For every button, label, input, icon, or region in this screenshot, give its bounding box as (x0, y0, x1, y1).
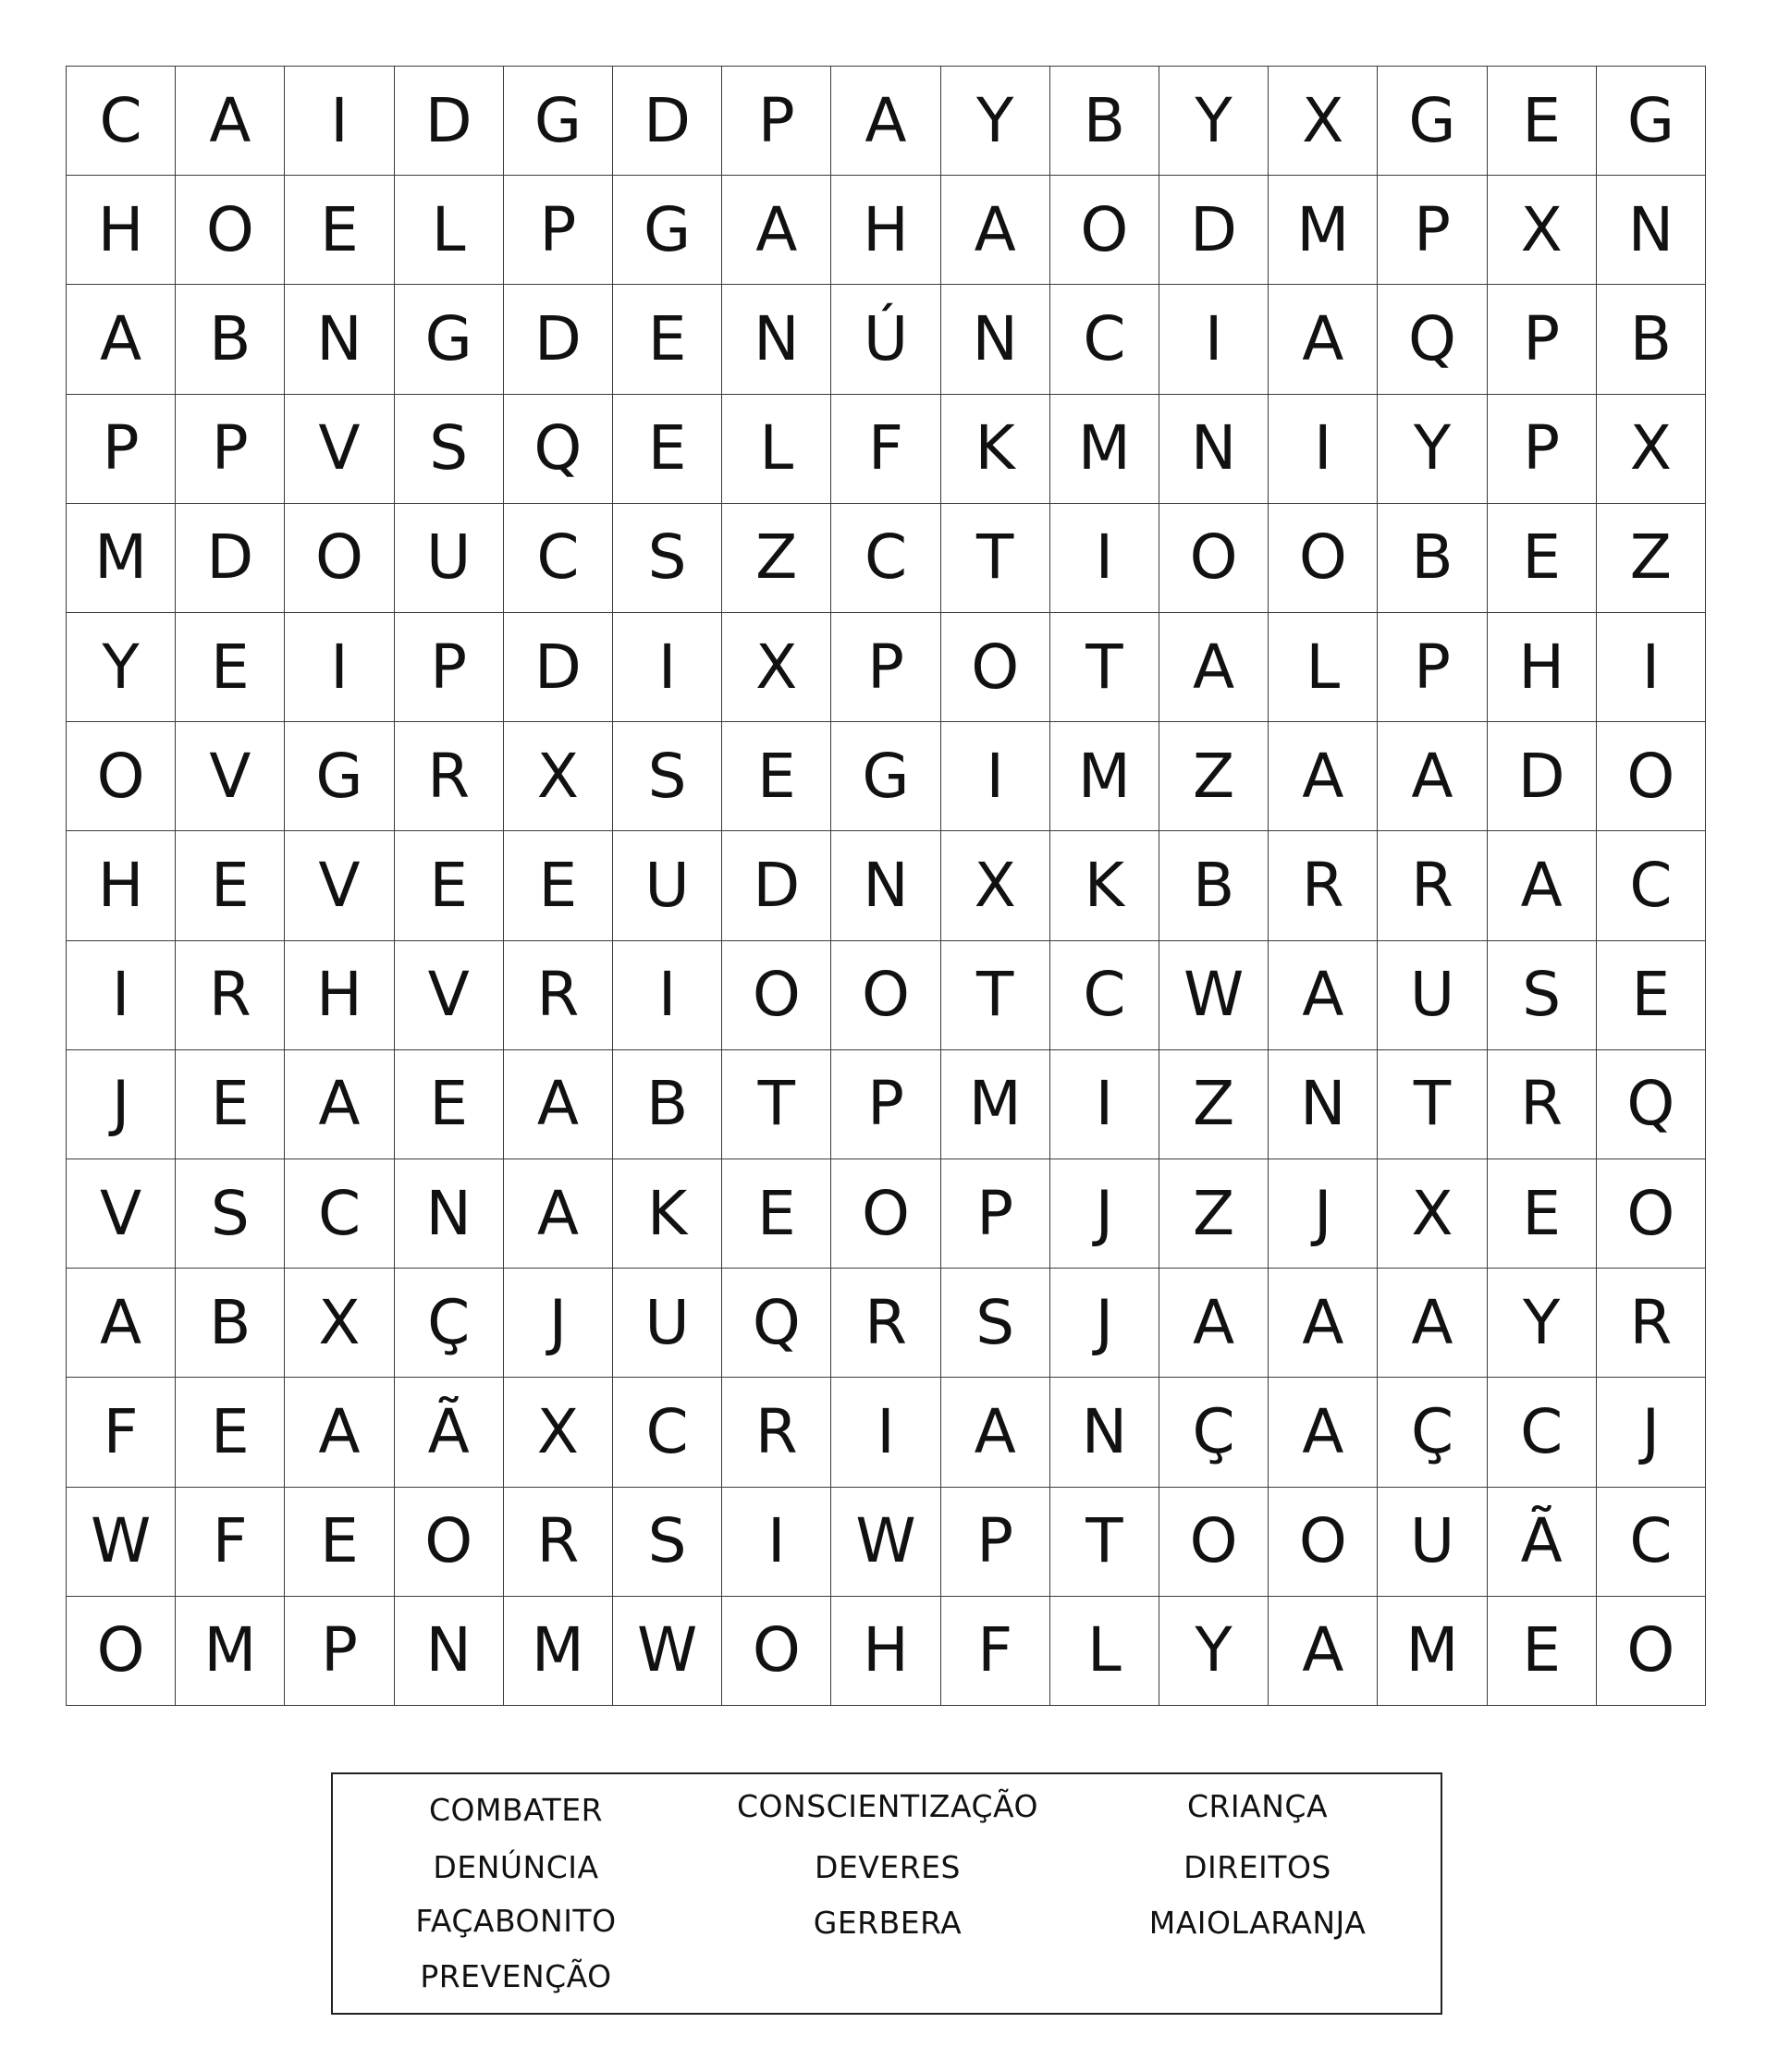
grid-cell[interactable]: C (285, 1159, 394, 1269)
grid-cell[interactable]: E (613, 395, 722, 504)
grid-cell[interactable]: C (67, 67, 176, 176)
grid-cell[interactable]: G (504, 67, 613, 176)
word-item: CONSCIENTIZAÇÃO (737, 1788, 1038, 1824)
grid-cell[interactable]: I (1269, 395, 1378, 504)
grid-cell[interactable]: B (1050, 67, 1159, 176)
grid-cell[interactable]: F (941, 1597, 1050, 1706)
grid-cell[interactable]: I (722, 1488, 831, 1597)
grid-cell[interactable]: N (395, 1159, 504, 1269)
grid-cell[interactable]: J (504, 1269, 613, 1378)
grid-cell[interactable]: O (1159, 1488, 1269, 1597)
grid-cell[interactable]: A (831, 67, 940, 176)
grid-cell[interactable]: U (1378, 941, 1487, 1050)
grid-cell[interactable]: E (285, 1488, 394, 1597)
grid-cell[interactable]: I (285, 67, 394, 176)
grid-cell[interactable]: A (1269, 285, 1378, 394)
grid-cell[interactable]: I (613, 613, 722, 722)
grid-cell[interactable]: N (722, 285, 831, 394)
grid-cell[interactable]: Y (941, 67, 1050, 176)
grid-cell[interactable]: M (176, 1597, 285, 1706)
grid-cell[interactable]: N (1159, 395, 1269, 504)
grid-cell[interactable]: W (613, 1597, 722, 1706)
grid-cell[interactable]: P (722, 67, 831, 176)
grid-cell[interactable]: L (1050, 1597, 1159, 1706)
grid-cell[interactable]: P (831, 1050, 940, 1159)
grid-cell[interactable]: O (831, 1159, 940, 1269)
grid-cell[interactable]: T (1050, 1488, 1159, 1597)
grid-cell[interactable]: X (504, 722, 613, 831)
grid-cell[interactable]: E (1488, 504, 1597, 613)
grid-cell[interactable]: A (722, 176, 831, 285)
grid-cell[interactable]: E (395, 1050, 504, 1159)
grid-cell[interactable]: Z (1159, 1050, 1269, 1159)
grid-cell[interactable]: C (504, 504, 613, 613)
grid-cell[interactable]: Z (722, 504, 831, 613)
grid-cell[interactable]: M (941, 1050, 1050, 1159)
grid-cell[interactable]: W (1159, 941, 1269, 1050)
grid-cell[interactable]: Q (504, 395, 613, 504)
grid-cell[interactable]: R (1269, 831, 1378, 940)
grid-cell[interactable]: C (831, 504, 940, 613)
grid-cell[interactable]: N (1597, 176, 1706, 285)
grid-cell[interactable]: S (1488, 941, 1597, 1050)
grid-cell[interactable]: A (504, 1159, 613, 1269)
grid-cell[interactable]: F (67, 1378, 176, 1487)
grid-cell[interactable]: R (1378, 831, 1487, 940)
grid-cell[interactable]: X (941, 831, 1050, 940)
grid-cell[interactable]: A (1269, 1597, 1378, 1706)
grid-cell[interactable]: O (176, 176, 285, 285)
grid-cell[interactable]: E (395, 831, 504, 940)
grid-cell[interactable]: G (285, 722, 394, 831)
grid-cell[interactable]: O (1597, 1159, 1706, 1269)
grid-cell[interactable]: P (504, 176, 613, 285)
grid-cell[interactable]: K (613, 1159, 722, 1269)
grid-cell[interactable]: T (941, 504, 1050, 613)
grid-cell[interactable]: F (176, 1488, 285, 1597)
grid-cell[interactable]: N (395, 1597, 504, 1706)
grid-cell[interactable]: Ã (395, 1378, 504, 1487)
grid-cell[interactable]: E (176, 831, 285, 940)
grid-cell[interactable]: A (1269, 941, 1378, 1050)
grid-cell[interactable]: P (395, 613, 504, 722)
grid-cell[interactable]: Ç (1159, 1378, 1269, 1487)
grid-cell[interactable]: O (941, 613, 1050, 722)
grid-cell[interactable]: A (1159, 1269, 1269, 1378)
grid-cell[interactable]: M (67, 504, 176, 613)
grid-cell[interactable]: T (1050, 613, 1159, 722)
grid-cell[interactable]: H (831, 176, 940, 285)
grid-cell[interactable]: D (504, 285, 613, 394)
grid-cell[interactable]: S (613, 1488, 722, 1597)
grid-cell[interactable]: O (285, 504, 394, 613)
grid-cell[interactable]: S (613, 504, 722, 613)
grid-cell[interactable]: E (504, 831, 613, 940)
grid-cell[interactable]: I (1597, 613, 1706, 722)
grid-cell[interactable]: J (1050, 1159, 1159, 1269)
grid-cell[interactable]: R (831, 1269, 940, 1378)
grid-cell[interactable]: D (613, 67, 722, 176)
grid-cell[interactable]: J (1269, 1159, 1378, 1269)
word-item: DIREITOS (1183, 1849, 1331, 1885)
grid-cell[interactable]: B (176, 285, 285, 394)
grid-cell[interactable]: X (285, 1269, 394, 1378)
grid-cell[interactable]: N (941, 285, 1050, 394)
grid-cell[interactable]: H (67, 831, 176, 940)
grid-cell[interactable]: D (176, 504, 285, 613)
grid-cell[interactable]: S (941, 1269, 1050, 1378)
grid-cell[interactable]: B (1159, 831, 1269, 940)
word-item: DENÚNCIA (433, 1849, 599, 1885)
grid-cell[interactable]: O (395, 1488, 504, 1597)
grid-cell[interactable]: Z (1159, 722, 1269, 831)
grid-cell[interactable]: A (67, 285, 176, 394)
grid-cell[interactable]: A (176, 67, 285, 176)
grid-cell[interactable]: I (67, 941, 176, 1050)
grid-cell[interactable]: U (1378, 1488, 1487, 1597)
grid-cell[interactable]: P (1378, 613, 1487, 722)
grid-cell[interactable]: B (1378, 504, 1487, 613)
grid-cell[interactable]: L (395, 176, 504, 285)
grid-cell[interactable]: X (1597, 395, 1706, 504)
grid-cell[interactable]: A (1269, 1378, 1378, 1487)
grid-cell[interactable]: P (831, 613, 940, 722)
grid-cell[interactable]: V (395, 941, 504, 1050)
grid-cell[interactable]: W (67, 1488, 176, 1597)
grid-cell[interactable]: T (1378, 1050, 1487, 1159)
word-item: DEVERES (815, 1849, 961, 1885)
grid-cell[interactable]: A (1269, 1269, 1378, 1378)
grid-cell[interactable]: P (1378, 176, 1487, 285)
grid-cell[interactable]: A (504, 1050, 613, 1159)
grid-cell[interactable]: D (395, 67, 504, 176)
grid-cell[interactable]: N (831, 831, 940, 940)
grid-cell[interactable]: Ã (1488, 1488, 1597, 1597)
grid-cell[interactable]: U (613, 1269, 722, 1378)
grid-cell[interactable]: E (1488, 67, 1597, 176)
grid-cell[interactable]: H (285, 941, 394, 1050)
grid-cell[interactable]: O (67, 722, 176, 831)
grid-cell[interactable]: G (1597, 67, 1706, 176)
grid-cell[interactable]: J (1050, 1269, 1159, 1378)
grid-cell[interactable]: Q (1378, 285, 1487, 394)
grid-cell[interactable]: I (1159, 285, 1269, 394)
grid-cell[interactable]: L (722, 395, 831, 504)
grid-cell[interactable]: W (831, 1488, 940, 1597)
grid-cell[interactable]: O (1597, 722, 1706, 831)
grid-cell[interactable]: A (1159, 613, 1269, 722)
word-item: CRIANÇA (1186, 1788, 1329, 1824)
grid-cell[interactable]: Y (1159, 1597, 1269, 1706)
grid-cell[interactable]: J (1597, 1378, 1706, 1487)
word-item: MAIOLARANJA (1148, 1905, 1367, 1941)
grid-cell[interactable]: X (722, 613, 831, 722)
grid-cell[interactable]: M (1269, 176, 1378, 285)
grid-cell[interactable]: G (395, 285, 504, 394)
grid-cell[interactable]: C (1488, 1378, 1597, 1487)
grid-cell[interactable]: I (941, 722, 1050, 831)
word-item: FAÇABONITO (415, 1903, 617, 1939)
grid-cell[interactable]: H (1488, 613, 1597, 722)
grid-cell[interactable]: V (285, 395, 394, 504)
grid-cell[interactable]: X (1488, 176, 1597, 285)
letter-grid (66, 66, 1706, 1706)
grid-cell[interactable]: G (1378, 67, 1487, 176)
grid-cell[interactable]: B (613, 1050, 722, 1159)
grid-cell[interactable]: D (1488, 722, 1597, 831)
grid-cell[interactable]: E (176, 1050, 285, 1159)
grid-cell[interactable]: G (831, 722, 940, 831)
grid-cell[interactable]: P (941, 1159, 1050, 1269)
grid-cell[interactable]: T (941, 941, 1050, 1050)
grid-cell[interactable]: R (504, 941, 613, 1050)
grid-cell[interactable]: C (1050, 941, 1159, 1050)
grid-cell[interactable]: E (176, 1378, 285, 1487)
grid-cell[interactable]: O (67, 1597, 176, 1706)
grid-cell[interactable]: U (613, 831, 722, 940)
grid-cell[interactable]: X (1378, 1159, 1487, 1269)
grid-cell[interactable]: P (176, 395, 285, 504)
grid-cell[interactable]: C (1050, 285, 1159, 394)
grid-cell[interactable]: A (941, 1378, 1050, 1487)
grid-cell[interactable]: Ç (1378, 1378, 1487, 1487)
grid-cell[interactable]: O (1159, 504, 1269, 613)
grid-cell[interactable]: P (1488, 395, 1597, 504)
grid-cell[interactable]: M (504, 1597, 613, 1706)
grid-cell[interactable]: A (941, 176, 1050, 285)
grid-cell[interactable]: E (613, 285, 722, 394)
grid-cell[interactable]: O (722, 941, 831, 1050)
grid-cell[interactable]: B (176, 1269, 285, 1378)
grid-cell[interactable]: C (1597, 831, 1706, 940)
grid-cell[interactable]: B (1597, 285, 1706, 394)
grid-cell[interactable]: P (941, 1488, 1050, 1597)
grid-cell[interactable]: I (831, 1378, 940, 1487)
grid-cell[interactable]: Z (1597, 504, 1706, 613)
grid-cell[interactable]: E (1597, 941, 1706, 1050)
grid-cell[interactable]: R (1488, 1050, 1597, 1159)
grid-cell[interactable]: Q (1597, 1050, 1706, 1159)
grid-cell[interactable]: R (395, 722, 504, 831)
grid-cell[interactable]: L (1269, 613, 1378, 722)
grid-cell[interactable]: R (722, 1378, 831, 1487)
grid-cell[interactable]: E (1488, 1597, 1597, 1706)
grid-cell[interactable]: V (176, 722, 285, 831)
word-item: GERBERA (813, 1905, 963, 1941)
grid-cell[interactable]: A (285, 1050, 394, 1159)
grid-cell[interactable]: N (1050, 1378, 1159, 1487)
grid-cell[interactable]: Y (1159, 67, 1269, 176)
grid-cell[interactable]: Y (1378, 395, 1487, 504)
grid-cell[interactable]: J (67, 1050, 176, 1159)
grid-cell[interactable]: D (1159, 176, 1269, 285)
grid-cell[interactable]: I (613, 941, 722, 1050)
grid-cell[interactable]: D (722, 831, 831, 940)
grid-cell[interactable]: Ú (831, 285, 940, 394)
grid-cell[interactable]: R (1597, 1269, 1706, 1378)
grid-cell[interactable]: N (285, 285, 394, 394)
grid-cell[interactable]: S (613, 722, 722, 831)
grid-cell[interactable]: V (285, 831, 394, 940)
grid-cell[interactable]: E (722, 1159, 831, 1269)
grid-cell[interactable]: Y (67, 613, 176, 722)
grid-cell[interactable]: K (1050, 831, 1159, 940)
grid-cell[interactable]: A (67, 1269, 176, 1378)
grid-cell[interactable]: A (1378, 722, 1487, 831)
grid-cell[interactable]: R (176, 941, 285, 1050)
grid-cell[interactable]: X (504, 1378, 613, 1487)
grid-cell[interactable]: Y (1488, 1269, 1597, 1378)
grid-cell[interactable]: G (613, 176, 722, 285)
grid-cell[interactable]: A (1378, 1269, 1487, 1378)
grid-cell[interactable]: M (1050, 722, 1159, 831)
grid-cell[interactable]: I (1050, 504, 1159, 613)
grid-cell[interactable]: O (1050, 176, 1159, 285)
grid-cell[interactable]: I (285, 613, 394, 722)
grid-cell[interactable]: C (1597, 1488, 1706, 1597)
grid-cell[interactable]: S (176, 1159, 285, 1269)
grid-cell[interactable]: E (285, 176, 394, 285)
grid-cell[interactable]: D (504, 613, 613, 722)
grid-cell[interactable]: M (1378, 1597, 1487, 1706)
grid-cell[interactable]: K (941, 395, 1050, 504)
grid-cell[interactable]: F (831, 395, 940, 504)
grid-cell[interactable]: T (722, 1050, 831, 1159)
grid-cell[interactable]: I (1050, 1050, 1159, 1159)
grid-cell[interactable]: P (67, 395, 176, 504)
grid-cell[interactable]: H (831, 1597, 940, 1706)
grid-cell[interactable]: A (1488, 831, 1597, 940)
grid-cell[interactable]: O (1597, 1597, 1706, 1706)
grid-cell[interactable]: O (1269, 504, 1378, 613)
grid-cell[interactable]: N (1269, 1050, 1378, 1159)
grid-cell[interactable]: S (395, 395, 504, 504)
grid-cell[interactable]: C (613, 1378, 722, 1487)
grid-cell[interactable]: U (395, 504, 504, 613)
word-item: PREVENÇÃO (420, 1958, 612, 1994)
grid-cell[interactable]: A (285, 1378, 394, 1487)
word-item: COMBATER (428, 1792, 604, 1828)
word-list (331, 1772, 1442, 2015)
grid-cell[interactable]: E (722, 722, 831, 831)
grid-cell[interactable]: P (285, 1597, 394, 1706)
grid-cell[interactable]: Q (722, 1269, 831, 1378)
grid-cell[interactable]: X (1269, 67, 1378, 176)
grid-cell[interactable]: E (176, 613, 285, 722)
grid-cell[interactable]: O (722, 1597, 831, 1706)
grid-cell[interactable]: Ç (395, 1269, 504, 1378)
grid-cell[interactable]: M (1050, 395, 1159, 504)
grid-cell[interactable]: A (1269, 722, 1378, 831)
grid-cell[interactable]: H (67, 176, 176, 285)
grid-cell[interactable]: P (1488, 285, 1597, 394)
grid-cell[interactable]: R (504, 1488, 613, 1597)
grid-cell[interactable]: O (1269, 1488, 1378, 1597)
grid-cell[interactable]: V (67, 1159, 176, 1269)
grid-cell[interactable]: E (1488, 1159, 1597, 1269)
grid-cell[interactable]: Z (1159, 1159, 1269, 1269)
grid-cell[interactable]: O (831, 941, 940, 1050)
